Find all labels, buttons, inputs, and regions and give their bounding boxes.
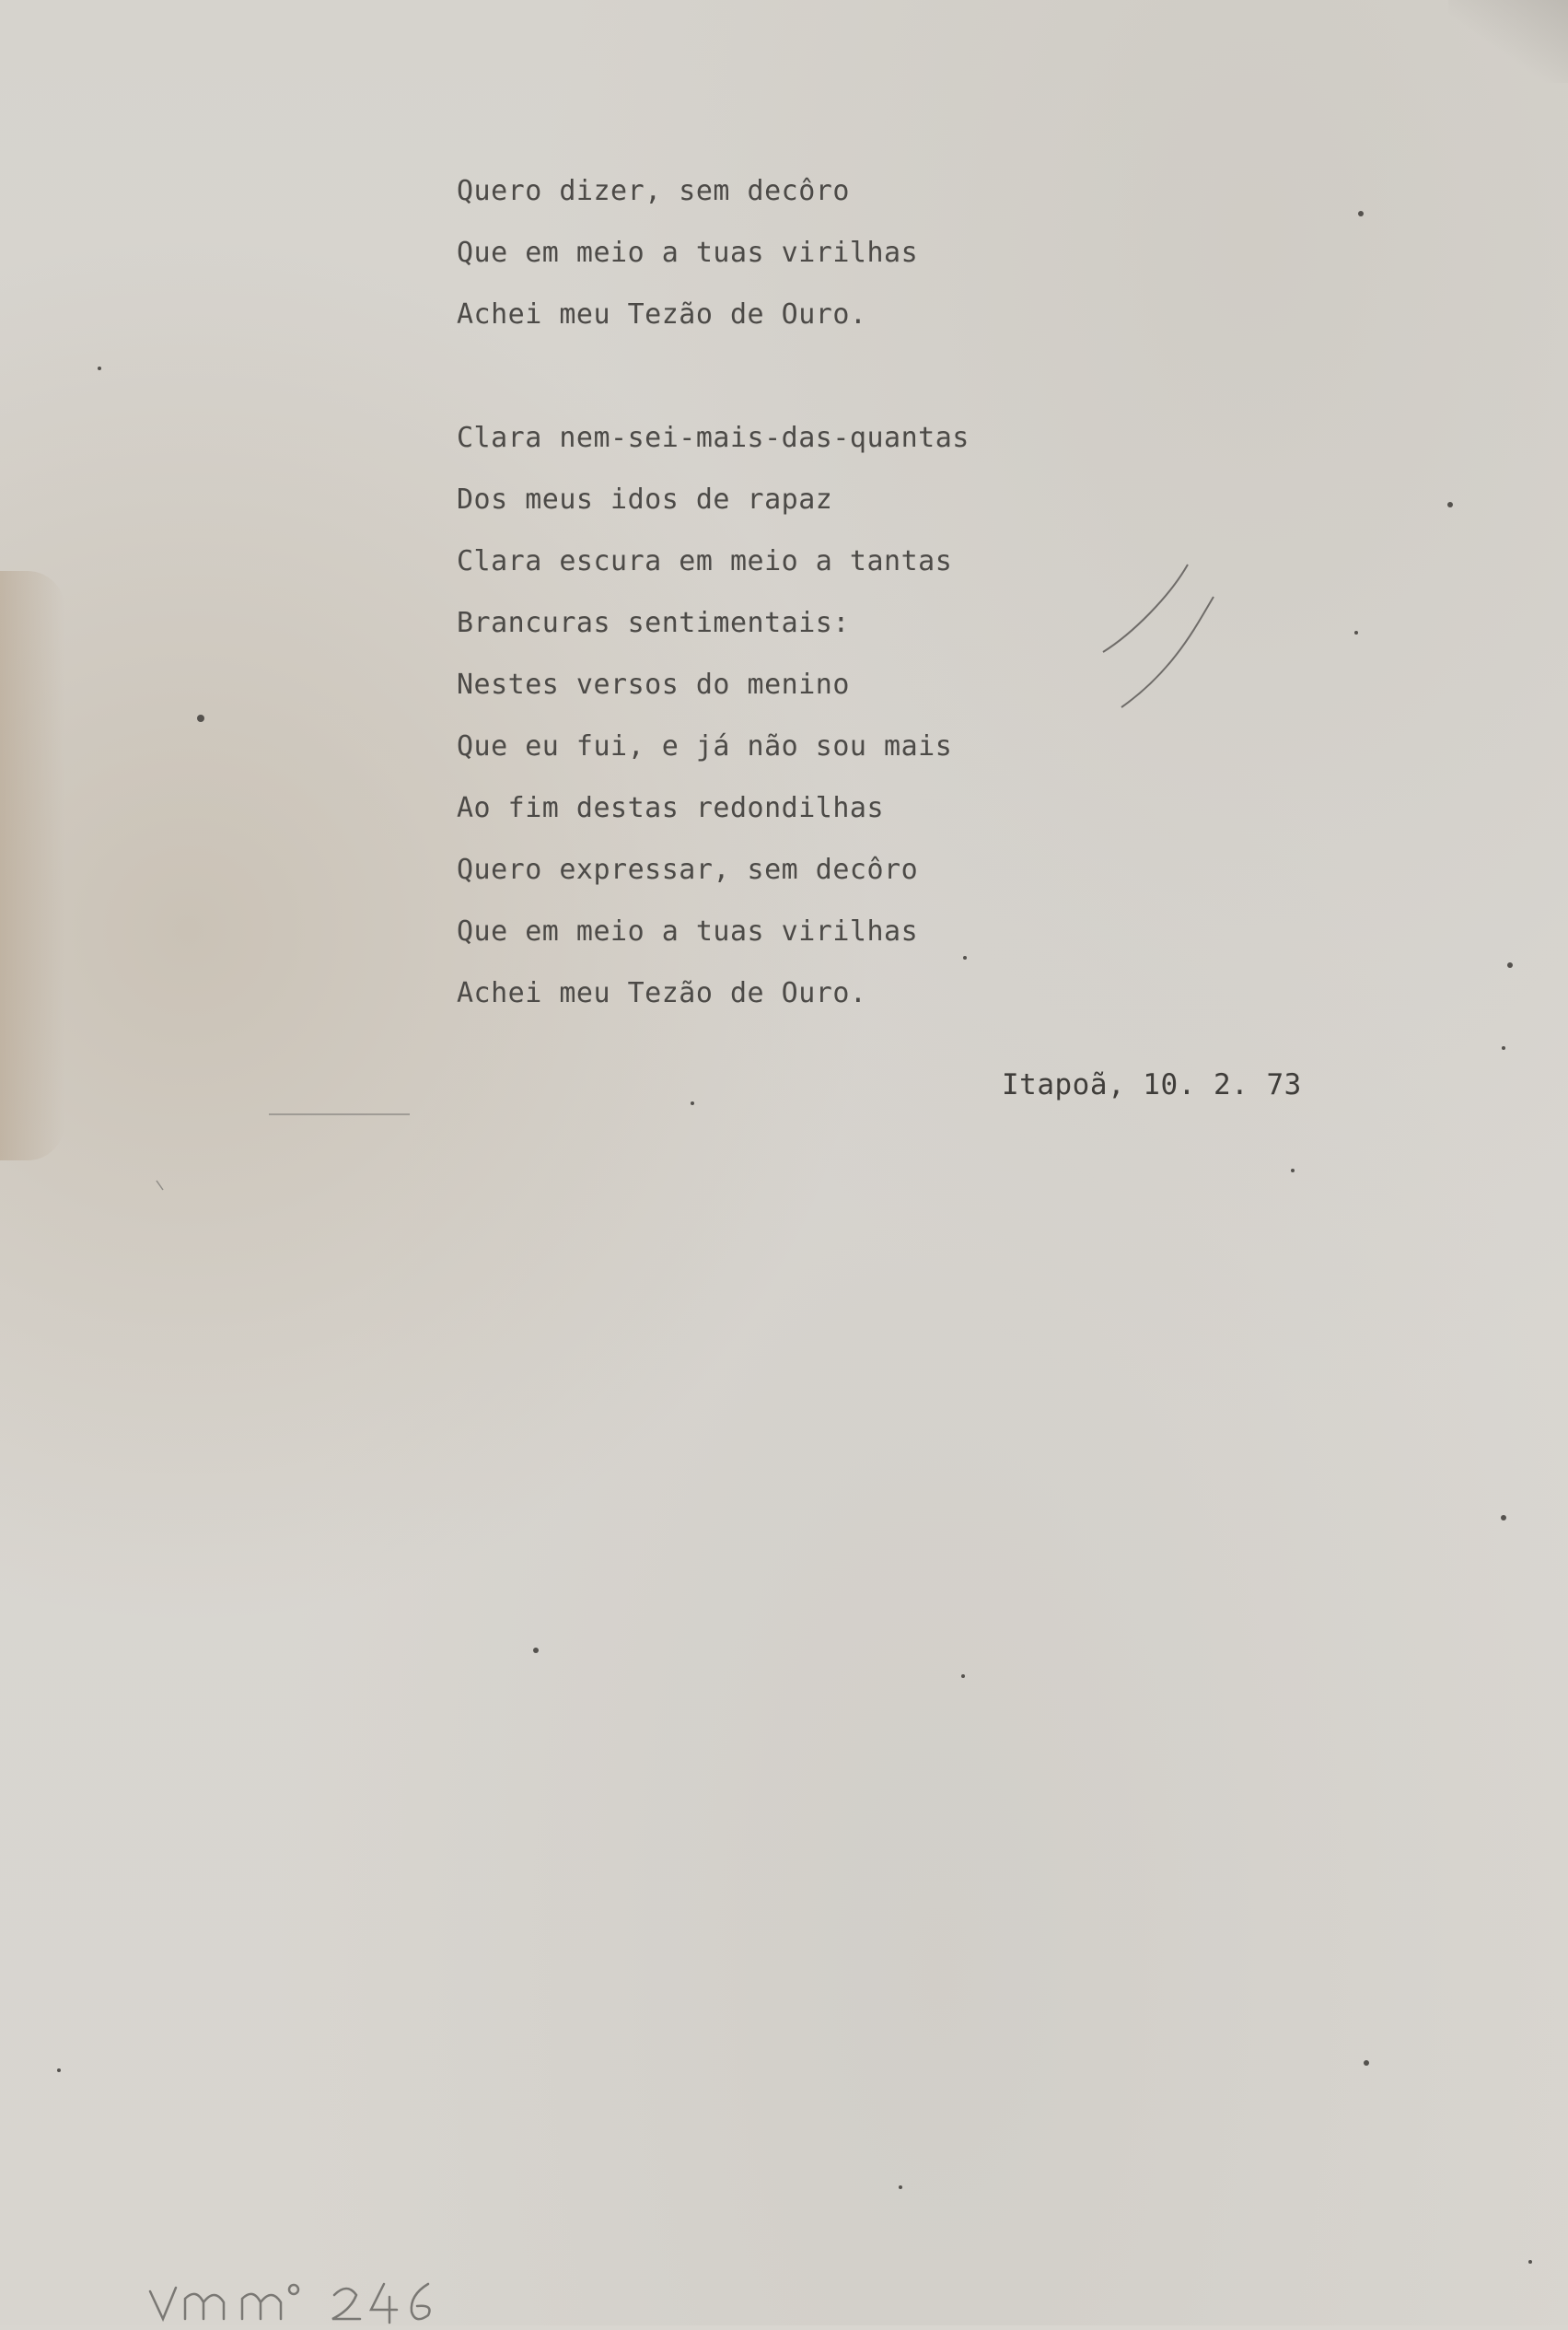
poem-line: Clara escura em meio a tantas: [457, 545, 953, 577]
poem-line: Brancuras sentimentais:: [457, 607, 850, 639]
poem-line: Que eu fui, e já não sou mais: [457, 730, 953, 763]
poem-line: Nestes versos do menino: [457, 669, 850, 701]
stanza: [457, 171, 970, 356]
stanza: [457, 418, 970, 1035]
paper-stain: [0, 571, 64, 1160]
poem-line: Ao fim destas redondilhas: [457, 792, 885, 824]
pencil-mark: [1096, 560, 1234, 716]
poem-line: Achei meu Tezão de Ouro.: [457, 298, 867, 331]
stanza-gap: [457, 356, 970, 418]
poem-line: Que em meio a tuas virilhas: [457, 915, 919, 948]
poem-line: Clara nem-sei-mais-das-quantas: [457, 422, 970, 454]
place-date: Itapoã, 10. 2. 73: [1002, 1068, 1302, 1101]
poem-line: Quero dizer, sem decôro: [457, 175, 850, 207]
poem-body: [457, 171, 970, 1035]
archive-number-handwritten: [143, 2275, 437, 2330]
poem-line: Dos meus idos de rapaz: [457, 483, 833, 516]
corner-fold: [1448, 0, 1568, 83]
poem-line: Achei meu Tezão de Ouro.: [457, 977, 867, 1009]
poem-line: Que em meio a tuas virilhas: [457, 237, 919, 269]
poem-line: Quero expressar, sem decôro: [457, 854, 919, 886]
